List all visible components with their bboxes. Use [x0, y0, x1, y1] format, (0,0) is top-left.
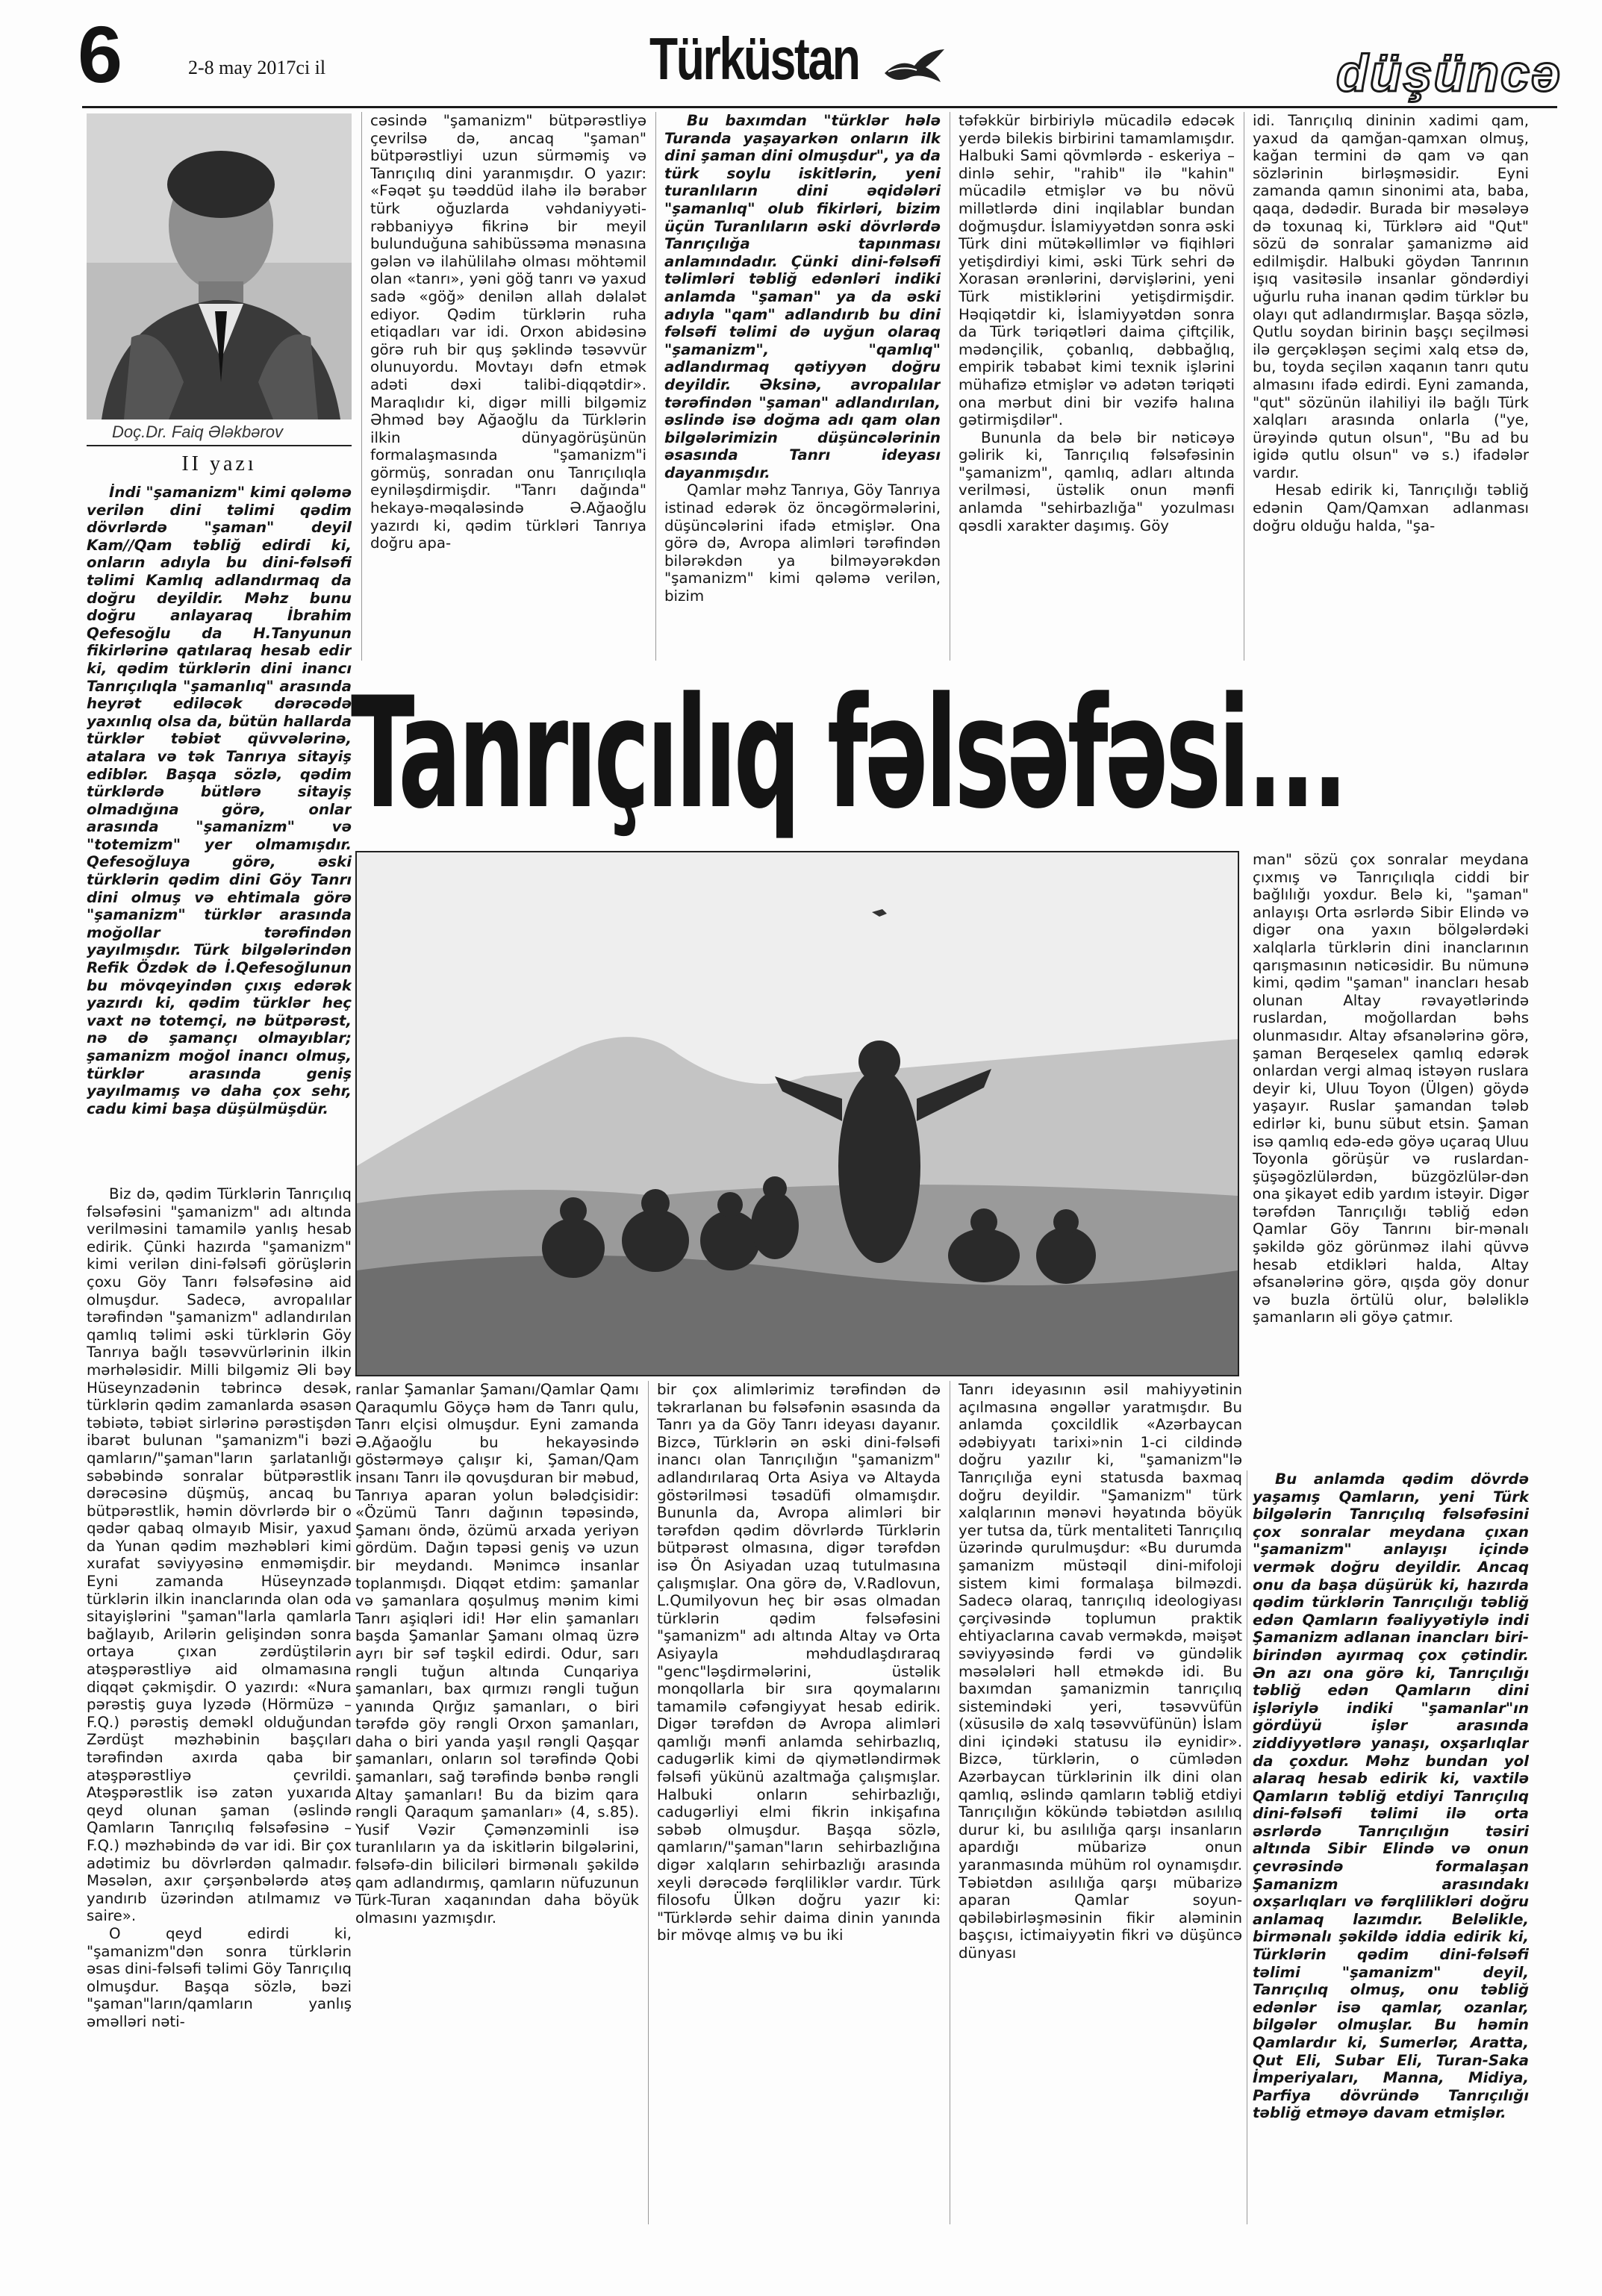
- part-number: II yazı: [181, 452, 257, 475]
- column-rule: [361, 112, 362, 661]
- bird-logo-icon: [881, 43, 948, 88]
- body-paragraph: Biz də, qədim Türklərin Tanrıçılıq fəlsəfəsini "şamanizm" adı altında verilməsini tamamilə yanlış hesab edirik. Çünki hazırda "şamanizm" kimi verilən dini-fəlsəfi görüşlərin çoxu Göy Tanrı fəlsəfəsinə aid olmuşdur. Sadecə, avropalılar tərəfindən "şamanizm" adlandırılan qamlıq təlimi əski türklərin Göy Tanrıya bağlı təsəvvürlərinin ilkin mərhələsidir. Milli bilgəmiz Əli bəy Hüseynzadənin təbrincə desək, türklərin qədim zamanlarda əsasən təbiətə, təbiət sirlərinə pərəstişdən ibarət bulunan "şamanizm"i bəzi qamların/"şaman"ların şarlatanlığı səbəbində sonralar bütpərəstlik dərəcəsinə düşmüş, ancaq bu bütpərəstlik, həmin dövrlərdə bir o qədər qabaq olmayıb Misir, yaxud da Yunan qədim məzhəbləri kimi xurafat səviyyəsinə enməmişdir. Eyni zamanda Hüseynzadə türklərin ilkin inanclarında olan oda sitayişlərini "şaman"larla qamlarla bağlayıb, Arilərin gelişindən sonra ortaya çıxan zərdüştilərin atəşpərəstliyə aid olmamasına diqqət çəkmişdir. O yazırdı: «Nura pərəstiş guya Iyzədə (Hörmüzə – F.Q.) pərəstiş deməkl olduğundan Zərdüşt məzhəbinin başçıları tərəfindən axırda qaba bir atəşpərəstliyə çevrildi. Atəşpərəstlik isə zatən yuxarıda qeyd olunan şaman (əslində Qamların Tanrıçılıq fəlsəfəsinə – F.Q.) məzhəbində də var idi. Bir çox adətimiz bu dövrlərdən qalmadır. Məsələn, axır çərşənbələrdə atəş yandırıb üzərindən atılmamız və saire».: [87, 1185, 352, 1925]
- header-rule: [82, 106, 1557, 108]
- masthead: [0, 0, 1602, 112]
- emphasis-paragraph: Bu anlamda qədim dövrdə yaşamış Qamların, yeni Türk bilgələrin Tanrıçılıq fəlsəfəsini çox sonralar meydana çıxan "şamanizm" anlayışı içində vermək doğru deyildir. Ancaq onu da başa düşürük ki, hazırda qədim türklərin Tanrıçılığı təbliğ edən Qamların fəaliyyətiylə indi Şamanizm adlanan inancları biri-birindən ayırmaq çox çətindir. Ən azı ona görə ki, Tanrıçılığı təbliğ edən Qamların dini işləriylə indiki "şamanlar"ın gördüyü işlər arasında ziddiyyətlərə yanaşı, oxşarlıqlar da çoxdur. Məhz bundan yol alaraq hesab edirik ki, vaxtilə Qamların təbliğ etdiyi Tanrıçılıq dini-fəlsəfi təlimi ilə orta əsrlərdə Tanrıçılığın təsiri altında Sibir Elində və onun çevrəsində formalaşan Şamanizm arasındakı oxşarlıqları və fərqlilikləri doğru anlamaq lazımdır. Beləlikle, birmənalı şəkildə iddia edirik ki, Türklərin qədim dini-fəlsəfi təlimi "şamanizm" deyil, Tanrıçılıq olmuş, onu təbliğ edənlər isə qamlar, ozanlar, bilgələr olmuşlar. Bu həmin Qamlardır ki, Sumerlər, Aratta, Qut Eli, Subar Eli, Turan-Saka İmperiyaları, Manna, Midiya, Parfiya dövründə Tanrıçılığı təbliğ etməyə davam etmişlər.: [1253, 1470, 1529, 2122]
- column-2-top: [370, 112, 646, 661]
- section-title: düşüncə: [1336, 44, 1562, 102]
- author-caption: Doç.Dr. Faiq Ələkbərov: [112, 422, 284, 441]
- body-paragraph: Tanrı ideyasının əsil mahiyyətinin açılmasına əngəllər yaratmışdır. Bu anlamda çoxcildlik «Azərbaycan ədəbiyyatı tarixi»nin 1-ci cildində doğru yazılır ki, "şamanizm"lə Tanrıçılığa eyni statusda baxmaq doğru deyildir. "Şamanizm" türk xalqlarının mənəvi həyatında böyük yer tutsa da, türk mentaliteti Tanrıçılıq üzərində qurulmuşdur: «Bu durumda şamanizm müstəqil dini-mifoloji sistem kimi formalaşa bilməzdi. Sadecə olaraq, tanrıçılıq ideologiyası çərçivəsində toplumun praktik ehtiyaclarına cavab verməkdə, məişət səviyyəsində fərdi və gündəlik məsələləri həll etməkdə idi. Bu baxımdan şamanizmin tanrıçılıq sistemindəki yeri, təsəvvüfün (xüsusilə də xalq təsəvvüfünün) İslam dini içindəki statusu ilə eynidir». Bizcə, türklərin, o cümlədən Azərbaycan türklərinin ilk dini olan qamlıq, əslində qamların təbliğ etdiyi Tanrıçılığın kökündə təbiətdən asılılıq durur ki, bu asılılığa qarşı insanların apardığı mübarizə onun yaranmasında mühüm rol oynamışdır. Təbiətdən asılılığa qarşı mübarizə aparan Qamlar soyun-qəbiləbirləşməsinin fikir aləminin başçısı, ictimaiyyətin fikri və düşüncə dünyası: [959, 1381, 1242, 1962]
- column-5-bottom: [1253, 1470, 1529, 2224]
- body-paragraph: idi. Tanrıçılıq dininin xadimi qam, yaxud da qamğan-qamxan olmuş, kağan termini də qam və qan sözlərinin birləşməsidir. Eyni zamanda qamın sinonimi ata, baba, qaqa, dədədir. Burada bir məsələyə də toxunaq ki, Türklərə aid "Qut" sözü də sonralar şamanizmə aid edilmişdir. Halbuki göydən Tanrının işıq vasitəsilə insanlar göndərdiyi uğurlu ruha inanan qədim türklər bu olayı qut adlandırmışlar. Başqa sözlə, Qutlu soydan birinin başçı seçilməsi ilə gerçəkləşən seçimi xalq etsə də, bu, toyda seçilən xaqanın tanrı qutu almasını ifadə edirdi. Eyni zamanda, "qut" sözünün ilahiliyi ilə bağlı Türk xalqları arasında onlarla ("ye, ürəyində qutun olsun", "Bu ad bu igidə qutlu olsun" və s.) ifadələr vardır.: [1253, 112, 1529, 481]
- body-paragraph: bir çox alimlərimiz tərəfindən də təkrarlanan bu fəlsəfənin əsasında da Tanrı ya da Göy Tanrı ideyası dayanır. Bizcə, Türklərin ən əski dini-fəlsəfi inancı olan Tanrıçılığın "şamanizm" adlandırılaraq Orta Asiya və Altayda göstərilməsi təsadüfi olmamışdır. Bununla da, Avropa alimləri bir tərəfdən qədim dövrlərdə Türklərin bütpərəst olmasına, digər tərəfdən isə Ön Asiyadan uzaq tutulmasına çalışmışlar. Ona görə də, V.Radlovun, L.Qumilyovun heç bir əsas olmadan türklərin qədim fəlsəfəsini "şamanizm" adı altında Altay və Orta Asiyayla məhdudlaşdıraraq "genc"ləşdirmələrini, üstəlik monqollarla bir sıra qoymalarını tamamilə cəfəngiyyat hesab edirik. Digər tərəfdən də Avropa alimləri qamlığı mənfi anlamda sehirbazlıq, cadugərlik kimi də qiymətləndirmək fəlsəfi yükünü azaltmağa çalışmışlar. Halbuki onların sehirbazlığı, cadugərliyi elmi fikrin inkişafına səbəb olmuşdur. Başqa sözlə, qamların/"şaman"ların sehirbazlığına digər xalqların sehirbazlığı arasında xeyli dərəcədə fərqliliklər vardır. Türk filosofu Ülkən doğru yazır ki: "Türklərdə sehir daima dinin yanında bir mövqe almış və bu iki: [657, 1381, 941, 1944]
- body-paragraph: man" sözü çox sonralar meydana çıxmış və Tanrıçılıqla ciddi bir bağlılığı yoxdur. Belə ki, "şaman" anlayışı Orta əsrlərdə Sibir Elində və digər ona yaxın bölgələrdəki xalqlarla türklərin dini inanclarının qarışmasının nəticəsidir. Bu nümunə kimi, qədim "şaman" inancları hesab olunan Altay rəvayətlərində ruslardan, moğollardan bəhs olunmasıdır. Altay əfsanələrinə görə, şaman Berqeselex qamlıq edərək onlardan vergi almaq istəyən ruslara deyir ki, Uluu Toyon (Ülgen) göydə yaşayır. Ruslar şamandan tələb edirlər ki, bunu sübut etsin. Şaman isə qamlıq edə-edə göyə uçaraq Uluu Toyonla görüşür və ruslardan-şüşəgözlülərdən, büzgözlülər-dən ona şikayət edib yardım istəyir. Digər tərəfdən Tanrıçılığı təbliğ edən Qamlar Göy Tanrını bir-mənalı şəkildə göz görünməz ilahi qüvvə hesab etdikləri halda, Altay əfsanələrinə görə, qışda göy donur və buzla örtülü olur, bələliklə şamanların əli göyə çatmır.: [1253, 851, 1529, 1326]
- shaman-ritual-photo: [355, 851, 1239, 1376]
- column-rule: [655, 112, 656, 661]
- body-paragraph: Hesab edirik ki, Tanrıçılığı təbliğ edənin Qam/Qamxan adlanması doğru olduğu halda, "şa-: [1253, 481, 1529, 534]
- author-photo: [87, 113, 352, 419]
- body-paragraph: Qamlar məhz Tanrıya, Göy Tanrıya istinad edərək öz öncəgörmələrini, düşüncələrini ifadə etmişlər. Ona görə də, Avropa alimləri tərəfindən bilərəkdən ya bilməyərəkdən "şamanizm" kimi qələmə verilən, bizim: [664, 481, 941, 605]
- intro-paragraph: İndi "şamanizm" kimi qələmə verilən dini təlimi qədim dövrlərdə "şaman" deyil Kam//Qam təbliğ edirdi ki, onların adıyla bu dini-fəlsəfi təlimi Kamlıq adlandırmaq da doğru deyildir. Məhz bunu doğru anlayaraq İbrahim Qefesoğlu da H.Tanyunun fikirlərinə qatılaraq hesab edir ki, qədim türklərin dini inancı Tanrıçılıqla "şamanlıq" arasında heyrət ediləcək dərəcədə yaxınlıq olsa da, bütün hallarda türklər təbiət qüvvələrinə, atalara və tək Tanrıya sitayiş ediblər. Başqa sözlə, qədim türklərdə bütlərə sitayiş olmadığına görə, onlar arasında "şamanizm" və "totemizm" yer olmamışdır. Qefesoğluya görə, əski türklərin qədim dini Göy Tanrı dini olmuş və ehtimala görə "şamanizm" türklər arasında moğollar tərəfindən yayılmışdır. Türk bilgələrindən Refik Özdək də İ.Qefesoğlunun bu mövqeyindən çıxış edərək yazırdı ki, qədim türklər heç vaxt nə totemçi, nə bütpərəst, nə də şamançı olmayıblar; şamanizm moğol inancı olmuş, türklər arasında geniş yayılmamış və daha çox sehr, cadu kimi başa düşülmüşdür.: [87, 484, 352, 1117]
- column-rule: [648, 1381, 649, 2224]
- column-3-top: [664, 112, 941, 661]
- author-portrait-illustration: [87, 113, 352, 419]
- column-1-body: [87, 1185, 352, 2223]
- newspaper-title: Türküstan: [649, 25, 859, 92]
- issue-date: 2-8 may 2017ci il: [188, 57, 326, 78]
- caption-rule: [87, 445, 352, 446]
- body-paragraph: Bununla da belə bir nəticəyə gəlirik ki, Tanrıçılıq fəlsəfəsinin "şamanizm", qamlıq, adları altında verilməsi, üstəlik onun mənfi anlamda "sehirbazlığa" yozulması qəsdli xarakter daşımış. Göy: [959, 428, 1235, 534]
- body-paragraph: təfəkkür birbiriylə mücadilə edəcək yerdə bilekis birbirini tamamlamışdır. Halbuki Sami qövmlərdə - eskeriya – dinlə sehir, "rahib" ilə "kahin" mücadilə etmişlər və bu növü millətlərdə dini inqilablar bundan doğmuşdur. İslamiyyətdən sonra əski Türk dini mütəkəllimlər və fiqihləri yetişdirdiyi kimi, əski Türk sehri də Xorasan ərənlərini, dərvişlərini, yeni Türk mistiklərini yetişdirmişdir. Həqiqətdir ki, İslamiyyətdən sonra da Türk təriqətləri daima çiftçilik, mədənçilik, çobanlıq, dəbbağlıq, empirik təbabət kimi texnik işlərini mühafizə etmişlər və adətən təriqəti ona mərbut dini bir vəzifə halına gətirmişdilər".: [959, 112, 1235, 429]
- column-5-top: [1253, 112, 1529, 661]
- body-paragraph: O qeyd edirdi ki, "şamanizm"dən sonra türklərin əsas dini-fəlsəfi təlimi Göy Tanrıçılıq olmuşdur. Başqa sözlə, bəzi "şaman"ların/qamların yanlış əməlləri nəti-: [87, 1924, 352, 2030]
- column-5-middle: [1253, 851, 1529, 1467]
- page-number: 6: [78, 9, 123, 99]
- ritual-scene-illustration: [357, 852, 1238, 1375]
- column-1-intro: [87, 484, 352, 1182]
- column-3-bottom: [657, 1381, 941, 2224]
- column-4-top: [959, 112, 1235, 661]
- column-2-bottom: [355, 1381, 639, 2224]
- emphasis-paragraph: Bu baxımdan "türklər hələ Turanda yaşayarkən onların ilk dini şaman dini olmuşdur", ya da türk soylu iskitlərin, yeni turanlıların dini əqidələri "şamanlıq" olub fikirləri, bizim üçün Turanlıların əski dövrlərdə Tanrıçılığa tapınması anlamındadır. Çünki dini-fəlsəfi təlimləri təbliğ edənləri indiki anlamda "şaman" ya da əski adıyla "qam" adlandırıb bu dini fəlsəfi təlimi də uyğun olaraq "şamanizm", "qamlıq" adlandırmaq qətiyyən doğru deyildir. Əksinə, avropalılar tərəfindən "şaman" adlandırılan, əslində isə doğma adı qam olan bilgələrimizin düşüncələrinin əsasında Tanrı ideyası dayanmışdır.: [664, 112, 941, 481]
- body-paragraph: ranlar Şamanlar Şamanı/Qamlar Qamı Qaraqumlu Göyçə həm də Tanrı qulu, Tanrı elçisi olmuşdur. Eyni zamanda Ə.Ağaoğlu bu hekayəsində göstərməyə çalışır ki, Şaman/Qam insanı Tanrı ilə qovuşduran bir məbud, Tanrıya aparan yolun bələdçisidir: «Özümü Tanrı dağının təpəsində, Şamanı öndə, özümü arxada yeriyən gördüm. Dağın təpəsi geniş və uzun bir meydandı. Mənimcə insanlar toplanmışdı. Diqqət etdim: şamanlar və şamanlara qoşulmuş mənim kimi Tanrı aşiqləri idi! Hər elin şamanları başda Şamanlar Şamanı olmaq üzrə ayrı bir səf təşkil edirdi. Odur, sarı rəngli tuğun altında Cunqariya şamanları, bax qırmızı rəngli tuğun yanında Qırğız şamanları, o biri tərəfdə göy rəngli Orxon şamanları, daha o biri yanda yaşıl rəngli Qaşqar şamanları, onların sol tərəfində Qobi şamanları, sağ tərəfində bənbə rəngli Altay şamanları! Bu da bizim qara rəngli Qaraqum şamanları» (4, s.85). Yusif Vəzir Çəmənzəminli isə turanlıların ya da iskitlərin bilgələrini, fəlsəfə-din biliciləri birmənalı şəkildə qam adlandırmış, qamların nüfuzunun Türk-Turan xaqanından daha böyük olmasını yazmışdır.: [355, 1381, 639, 1927]
- article-headline: Tanrıçılıq fəlsəfəsi...: [351, 665, 1345, 843]
- body-paragraph: cəsində "şamanizm" bütpərəstliyə çevrilsə də, ancaq "şaman" bütpərəstliyi uzun sürməmiş və Tanrıçılıq dini yaranmışdır. O yazır: «Fəqət şu təəddüd ilahə ilə bərabər türk oğuzlarda vəhdaniyyəti-rəbbaniyyə fikrinə bir meyil bulunduğuna sahibüssəma mənasına gələn və ilahülilahə olması möhtəmil olan «tanrı», yəni göğ tanrı və yaxud sadə «göğ» denilən allah dəlalət ediyor. Qədim türklərin ruha etiqadları var idi. Orxon abidəsinə görə ruh bir quş şəklində təsəvvür olunuyordu. Movtayı dəfn etmək adəti dəxi talibi-diqqətdir». Maraqlıdır ki, digər milli bilgəmiz Əhməd bəy Ağaoğlu da Türklərin ilkin dünyagörüşünün formalaşmasında "şamanizm"i görmüş, sonradan onu Tanrıçılıqla eyniləşdirmişdir. "Tanrı dağında" hekayə-məqaləsində Ə.Ağaoğlu yazırdı ki, qədim türkləri Tanrıya doğru apa-: [370, 112, 646, 552]
- column-4-bottom: [959, 1381, 1242, 2224]
